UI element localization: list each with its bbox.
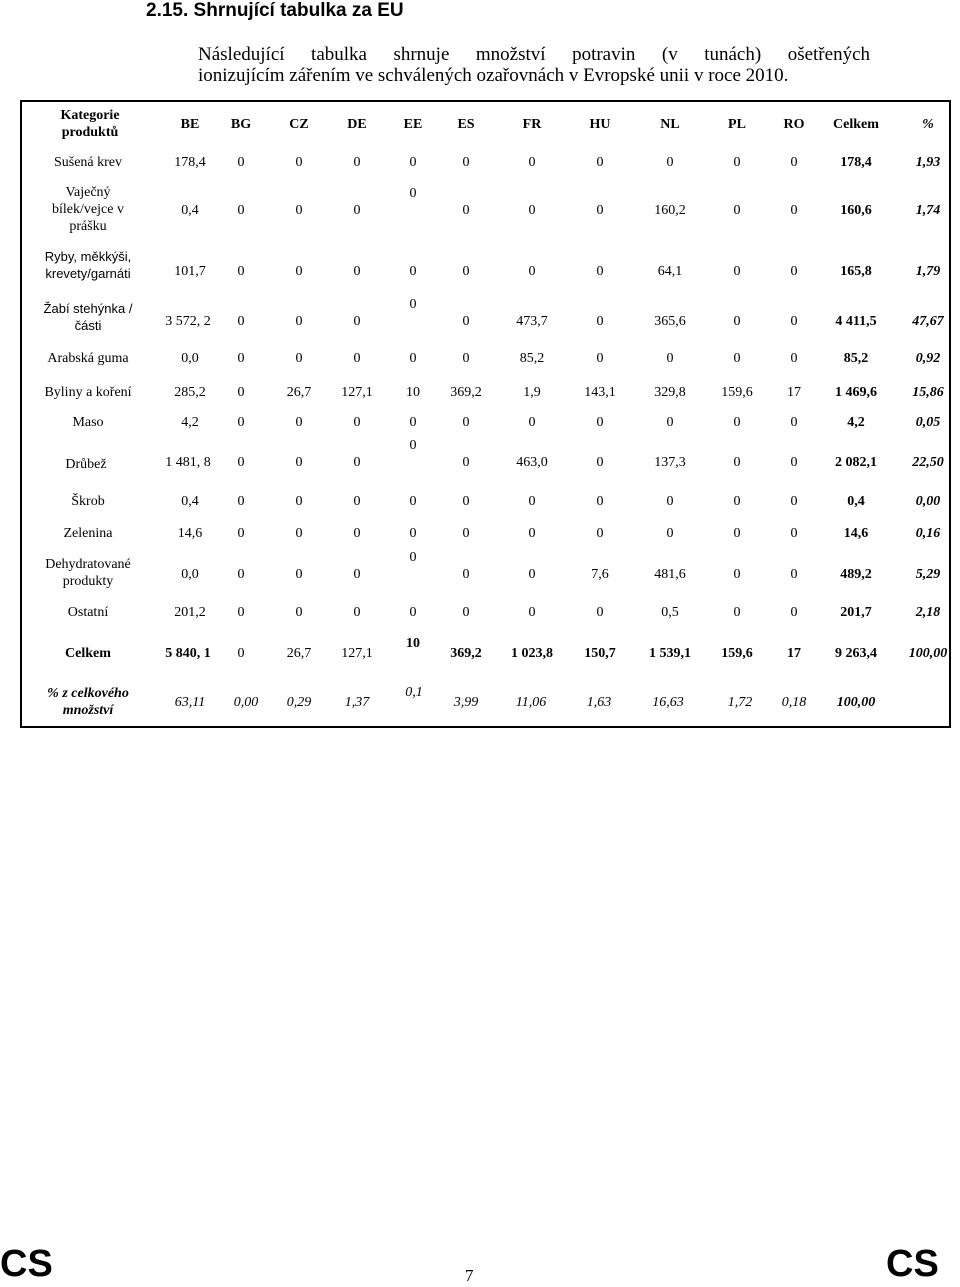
row-label: Drůbež bbox=[65, 457, 107, 472]
table-cell: 0 bbox=[596, 494, 604, 509]
row-label: Arabská guma bbox=[47, 351, 129, 366]
intro-line-1: Následující tabulka shrnuje množství potravin (v tunách) ošetřených bbox=[198, 44, 870, 65]
corner-header: Kategorie produktů bbox=[60, 108, 120, 140]
table-cell: 47,67 bbox=[912, 314, 944, 329]
table-cell: 100,00 bbox=[836, 695, 876, 710]
table-cell: 0 bbox=[237, 646, 245, 661]
column-header-bg: BG bbox=[230, 117, 252, 132]
table-cell: 0 bbox=[596, 526, 604, 541]
table-cell: 0,92 bbox=[915, 351, 941, 366]
table-cell: 0 bbox=[237, 455, 245, 470]
table-cell: 4 411,5 bbox=[835, 314, 877, 329]
table-cell: 0,05 bbox=[915, 415, 941, 430]
table-cell: 0 bbox=[462, 264, 470, 279]
table-cell: 0 bbox=[733, 567, 741, 582]
table-cell: 473,7 bbox=[516, 314, 548, 329]
footer-language-mark-left: CS bbox=[0, 1243, 53, 1285]
table-cell: 0 bbox=[790, 351, 798, 366]
table-cell: 10 bbox=[406, 636, 420, 651]
table-cell: 0 bbox=[462, 155, 470, 170]
table-cell: 0 bbox=[462, 455, 470, 470]
section-heading: 2.15. Shrnující tabulka za EU bbox=[146, 0, 404, 21]
table-cell: 100,00 bbox=[908, 646, 948, 661]
table-cell: 0 bbox=[596, 155, 604, 170]
column-header-ee: EE bbox=[403, 117, 423, 132]
table-cell: 0 bbox=[733, 203, 741, 218]
table-cell: 0 bbox=[733, 605, 741, 620]
table-cell: 0 bbox=[237, 351, 245, 366]
table-cell: 0 bbox=[237, 314, 245, 329]
column-header-nl: NL bbox=[660, 117, 680, 132]
table-cell: 0 bbox=[596, 351, 604, 366]
table-cell: 143,1 bbox=[584, 385, 616, 400]
table-cell: 0 bbox=[409, 438, 417, 453]
table-cell: 0 bbox=[528, 567, 536, 582]
column-header-hu: HU bbox=[589, 117, 611, 132]
table-cell: 0 bbox=[462, 203, 470, 218]
row-label: Škrob bbox=[71, 494, 105, 509]
table-cell: 85,2 bbox=[843, 351, 869, 366]
column-header-fr: FR bbox=[522, 117, 542, 132]
table-cell: 0 bbox=[528, 605, 536, 620]
table-cell: 489,2 bbox=[840, 567, 872, 582]
table-cell: 0 bbox=[462, 314, 470, 329]
table-cell: 0 bbox=[790, 567, 798, 582]
table-cell: 0 bbox=[528, 203, 536, 218]
table-cell: 64,1 bbox=[657, 264, 683, 279]
table-cell: 3 572, 2 bbox=[165, 313, 211, 329]
table-cell: 0 bbox=[295, 314, 303, 329]
table-cell: 1,37 bbox=[344, 695, 370, 710]
row-label: Vaječný bílek/vejce v prášku bbox=[52, 184, 124, 234]
table-cell: 0 bbox=[295, 605, 303, 620]
column-header-celkem: Celkem bbox=[833, 117, 879, 132]
table-cell: 0 bbox=[733, 415, 741, 430]
table-cell: 0 bbox=[237, 385, 245, 400]
table-cell: 0 bbox=[790, 264, 798, 279]
table-cell: 1,74 bbox=[915, 203, 941, 218]
table-cell: 0 bbox=[462, 351, 470, 366]
table-cell: 1,72 bbox=[727, 695, 753, 710]
table-cell: 63,11 bbox=[174, 695, 206, 710]
table-cell: 10 bbox=[406, 385, 420, 400]
table-cell: 0 bbox=[353, 155, 361, 170]
column-header-ro: RO bbox=[783, 117, 805, 132]
table-cell: 0 bbox=[666, 351, 674, 366]
table-cell: 0,4 bbox=[847, 494, 865, 509]
table-cell: 160,6 bbox=[840, 203, 872, 218]
table-cell: 0,0 bbox=[181, 351, 199, 366]
table-cell: 481,6 bbox=[654, 567, 686, 582]
table-cell: 1,9 bbox=[523, 385, 541, 400]
table-cell: 365,6 bbox=[654, 314, 686, 329]
table-cell: 0 bbox=[462, 415, 470, 430]
table-cell: 0 bbox=[596, 605, 604, 620]
table-cell: 0 bbox=[295, 455, 303, 470]
table-cell: 329,8 bbox=[654, 385, 686, 400]
table-cell: 1 481, 8 bbox=[165, 454, 211, 470]
table-cell: 178,4 bbox=[174, 155, 206, 170]
table-cell: 0,4 bbox=[181, 203, 199, 218]
table-cell: 0 bbox=[409, 297, 417, 312]
table-cell: 0,18 bbox=[781, 695, 807, 710]
row-label: Sušená krev bbox=[53, 155, 123, 170]
table-cell: 0 bbox=[353, 526, 361, 541]
table-cell: 0 bbox=[409, 351, 417, 366]
table-cell: 159,6 bbox=[721, 385, 753, 400]
row-label: Zelenina bbox=[63, 526, 113, 541]
table-cell: 0 bbox=[409, 494, 417, 509]
table-cell: 0 bbox=[237, 494, 245, 509]
table-cell: 0 bbox=[528, 155, 536, 170]
table-cell: 5 840, 1 bbox=[165, 645, 211, 661]
table-cell: 159,6 bbox=[721, 646, 753, 661]
row-label: Dehydratované produkty bbox=[45, 557, 131, 589]
table-cell: 0,4 bbox=[181, 494, 199, 509]
table-cell: 0 bbox=[409, 264, 417, 279]
table-cell: 0 bbox=[237, 155, 245, 170]
column-header-cz: CZ bbox=[289, 117, 309, 132]
column-header-percent: % bbox=[922, 117, 934, 132]
table-cell: 1 469,6 bbox=[835, 385, 877, 400]
table-cell: 0 bbox=[596, 264, 604, 279]
table-cell: 22,50 bbox=[912, 455, 944, 470]
row-label: Žabí stehýnka / části bbox=[43, 301, 133, 333]
table-cell: 0 bbox=[596, 203, 604, 218]
table-cell: 16,63 bbox=[652, 695, 684, 710]
table-cell: 165,8 bbox=[840, 264, 872, 279]
row-label: Byliny a koření bbox=[44, 385, 132, 400]
table-cell: 0 bbox=[353, 264, 361, 279]
table-cell: 0,5 bbox=[661, 605, 679, 620]
table-cell: 0 bbox=[528, 264, 536, 279]
row-label: Ryby, měkkýši, krevety/garnáti bbox=[44, 249, 132, 281]
row-label: Ostatní bbox=[67, 605, 109, 620]
column-header-be: BE bbox=[180, 117, 200, 132]
table-cell: 17 bbox=[787, 385, 801, 400]
table-cell: 0,00 bbox=[233, 695, 259, 710]
table-cell: 4,2 bbox=[181, 415, 199, 430]
table-cell: 0 bbox=[237, 605, 245, 620]
table-cell: 463,0 bbox=[516, 455, 548, 470]
table-cell: 17 bbox=[787, 646, 801, 661]
table-cell: 0 bbox=[237, 526, 245, 541]
table-cell: 26,7 bbox=[286, 646, 312, 661]
table-cell: 0 bbox=[353, 605, 361, 620]
table-cell: 0,0 bbox=[181, 567, 199, 582]
table-cell: 1,93 bbox=[915, 155, 941, 170]
table-cell: 127,1 bbox=[341, 385, 373, 400]
summary-table bbox=[20, 100, 951, 728]
table-cell: 201,2 bbox=[174, 605, 206, 620]
table-cell: 0 bbox=[790, 605, 798, 620]
table-cell: 0 bbox=[353, 314, 361, 329]
table-cell: 0 bbox=[295, 415, 303, 430]
table-cell: 5,29 bbox=[915, 567, 941, 582]
table-cell: 0 bbox=[666, 494, 674, 509]
table-cell: 0 bbox=[237, 567, 245, 582]
table-cell: 178,4 bbox=[840, 155, 872, 170]
table-cell: 0 bbox=[596, 455, 604, 470]
table-cell: 4,2 bbox=[847, 415, 865, 430]
table-cell: 0 bbox=[733, 526, 741, 541]
table-cell: 0 bbox=[409, 605, 417, 620]
page-number: 7 bbox=[465, 1266, 474, 1285]
table-cell: 0 bbox=[353, 351, 361, 366]
table-cell: 0 bbox=[462, 494, 470, 509]
column-header-de: DE bbox=[347, 117, 367, 132]
table-cell: 0 bbox=[353, 494, 361, 509]
table-cell: 0 bbox=[790, 455, 798, 470]
table-cell: 0 bbox=[733, 264, 741, 279]
table-cell: 0 bbox=[353, 567, 361, 582]
table-cell: 14,6 bbox=[843, 526, 869, 541]
table-cell: 26,7 bbox=[286, 385, 312, 400]
table-cell: 7,6 bbox=[591, 567, 609, 582]
table-cell: 0 bbox=[295, 351, 303, 366]
table-cell: 0 bbox=[733, 494, 741, 509]
table-cell: 0 bbox=[790, 203, 798, 218]
column-header-pl: PL bbox=[728, 117, 746, 132]
table-cell: 0 bbox=[462, 605, 470, 620]
table-cell: 0 bbox=[409, 526, 417, 541]
table-cell: 0 bbox=[409, 550, 417, 565]
table-cell: 0 bbox=[295, 264, 303, 279]
table-cell: 137,3 bbox=[654, 455, 686, 470]
table-cell: 0 bbox=[596, 314, 604, 329]
table-cell: 0 bbox=[295, 567, 303, 582]
table-cell: 1,79 bbox=[915, 264, 941, 279]
table-cell: 0 bbox=[237, 415, 245, 430]
table-cell: 14,6 bbox=[177, 526, 203, 541]
row-label: Celkem bbox=[65, 646, 111, 661]
table-cell: 0 bbox=[733, 351, 741, 366]
table-cell: 0 bbox=[295, 155, 303, 170]
table-cell: 0 bbox=[790, 526, 798, 541]
table-cell: 0 bbox=[462, 567, 470, 582]
table-cell: 1 539,1 bbox=[649, 646, 691, 661]
table-cell: 0 bbox=[353, 203, 361, 218]
table-cell: 1 023,8 bbox=[511, 646, 553, 661]
column-header-es: ES bbox=[457, 117, 475, 132]
table-cell: 0 bbox=[528, 415, 536, 430]
table-cell: 0 bbox=[353, 455, 361, 470]
table-cell: 369,2 bbox=[450, 385, 482, 400]
table-cell: 0 bbox=[409, 155, 417, 170]
row-label: % z celkového množství bbox=[47, 686, 129, 718]
intro-line-2: ionizujícím zářením ve schválených ozařovnách v Evropské unii v roce 2010. bbox=[198, 65, 789, 86]
table-cell: 0 bbox=[353, 415, 361, 430]
table-cell: 0 bbox=[462, 526, 470, 541]
table-cell: 0 bbox=[790, 415, 798, 430]
table-cell: 0,16 bbox=[915, 526, 941, 541]
row-label: Maso bbox=[72, 415, 104, 430]
table-cell: 0 bbox=[733, 455, 741, 470]
table-cell: 0 bbox=[733, 314, 741, 329]
table-cell: 101,7 bbox=[174, 264, 206, 279]
table-cell: 369,2 bbox=[450, 646, 482, 661]
table-cell: 1,63 bbox=[586, 695, 612, 710]
table-cell: 0 bbox=[733, 155, 741, 170]
table-cell: 85,2 bbox=[519, 351, 545, 366]
table-cell: 0 bbox=[528, 526, 536, 541]
table-cell: 0 bbox=[790, 494, 798, 509]
table-cell: 127,1 bbox=[341, 646, 373, 661]
table-cell: 0,1 bbox=[405, 685, 423, 700]
intro-paragraph bbox=[198, 44, 870, 86]
table-cell: 0 bbox=[295, 203, 303, 218]
table-cell: 0 bbox=[295, 526, 303, 541]
table-cell: 160,2 bbox=[654, 203, 686, 218]
table-cell: 0 bbox=[790, 155, 798, 170]
table-cell: 0 bbox=[666, 415, 674, 430]
table-cell: 0,29 bbox=[286, 695, 312, 710]
table-cell: 0 bbox=[790, 314, 798, 329]
table-cell: 11,06 bbox=[515, 695, 547, 710]
table-cell: 0 bbox=[596, 415, 604, 430]
table-cell: 0,00 bbox=[915, 494, 941, 509]
table-cell: 285,2 bbox=[174, 385, 206, 400]
table-cell: 150,7 bbox=[584, 646, 616, 661]
table-cell: 2 082,1 bbox=[835, 455, 877, 470]
table-cell: 0 bbox=[237, 203, 245, 218]
table-cell: 0 bbox=[295, 494, 303, 509]
table-cell: 0 bbox=[409, 186, 417, 201]
table-cell: 0 bbox=[237, 264, 245, 279]
table-cell: 0 bbox=[528, 494, 536, 509]
table-cell: 0 bbox=[666, 155, 674, 170]
table-cell: 3,99 bbox=[453, 695, 479, 710]
table-cell: 15,86 bbox=[912, 385, 944, 400]
table-cell: 201,7 bbox=[840, 605, 872, 620]
table-cell: 9 263,4 bbox=[835, 646, 877, 661]
table-cell: 0 bbox=[409, 415, 417, 430]
table-cell: 2,18 bbox=[915, 605, 941, 620]
footer-language-mark-right: CS bbox=[886, 1243, 939, 1285]
table-cell: 0 bbox=[666, 526, 674, 541]
